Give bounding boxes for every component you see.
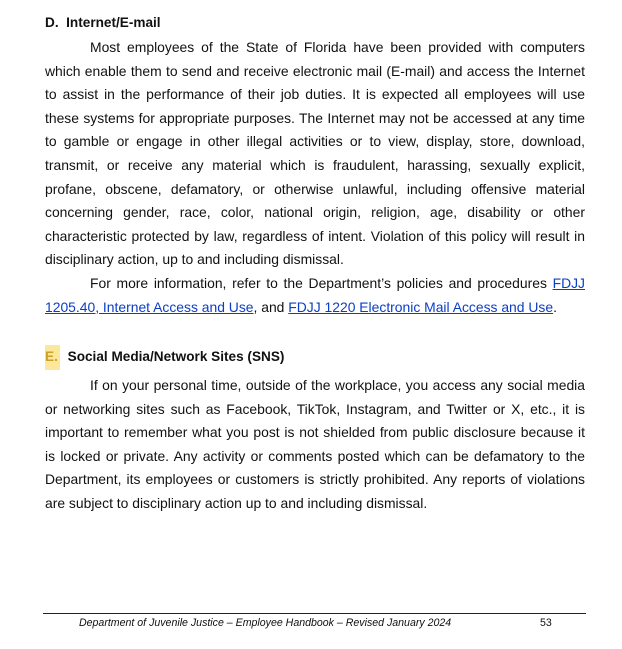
section-letter: E.	[45, 345, 60, 370]
reference-paragraph	[45, 272, 585, 319]
section-social-media	[45, 345, 585, 516]
footer-divider	[43, 613, 586, 614]
section-letter: D.	[45, 15, 59, 30]
section-internet-email	[45, 14, 585, 319]
reference-prefix: For more information, refer to the Department’s policies and procedures	[90, 274, 553, 291]
policy-link-email[interactable]: FDJJ 1220 Electronic Mail Access and Use	[288, 298, 554, 315]
policy-link-internet[interactable]: FDJJ 1205.40, Internet Access and Use	[45, 274, 585, 315]
body-paragraph: If on your personal time, outside of the workplace, you access any social media or networking sites such as Facebook, TikTok, Instagram, and Twitter or X, etc., it is important to remember what you post is not shielded from public disclosure because it is locked or private. Any activity or comments posted which can be defamatory to the Department, its employees or customers is strictly prohibited. Any reports of violations are subject to disciplinary action up to and including dismissal.	[45, 377, 585, 511]
section-heading	[45, 345, 585, 370]
reference-suffix: .	[553, 298, 557, 315]
footer-text: Department of Juvenile Justice – Employee Handbook – Revised January 2024	[79, 617, 452, 629]
section-title: Internet/E-mail	[66, 15, 161, 30]
section-heading	[45, 14, 585, 32]
reference-mid: , and	[253, 298, 289, 315]
section-title: Social Media/Network Sites (SNS)	[67, 349, 285, 364]
page-number: 53	[540, 617, 552, 629]
body-paragraph: Most employees of the State of Florida have been provided with computers which enable them to send and receive electronic mail (E-mail) and access the Internet to assist in the performance of their job duties. It is expected all employees will use these systems for appropriate purposes. The Internet may not be accessed at any time to gamble or engage in other illegal activities or to view, display, store, download, transmit, or receive any material which is fraudulent, harassing, sexually explicit, profane, obscene, defamatory, or otherwise unlawful, including offensive material concerning gender, race, color, national origin, religion, age, disability or other characteristic protected by law, regardless of intent. Violation of this policy will result in disciplinary action, up to and including dismissal.	[45, 39, 585, 268]
